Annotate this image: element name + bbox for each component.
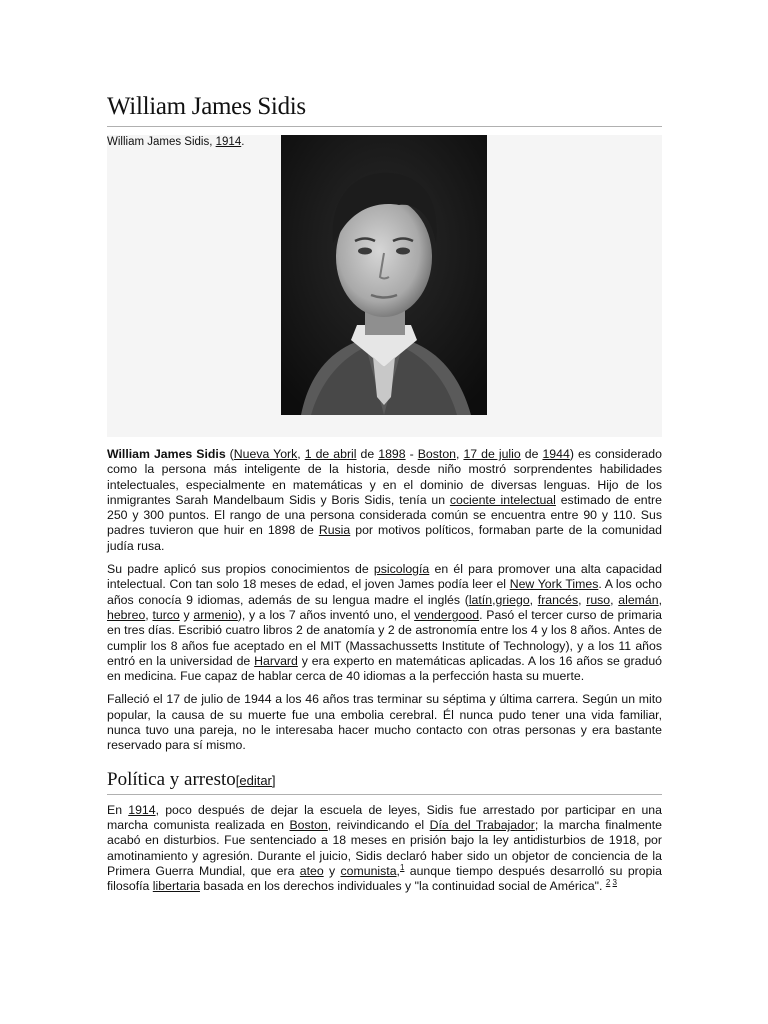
text-run: ) es considerado como la persona más inteligente de la historia, desde niño mostró sorprendentes habilidades intelectuales, especialmente en matemáticas y en el dominio de diversas lenguas. Hijo de los inmigrantes Sarah Mandelbaum Sidis y Boris Sidis, tenía un: [107, 447, 662, 507]
link-atheist[interactable]: ateo: [299, 863, 324, 878]
text-run: . Pasó el tercer curso de primaria en tres días. Escribió cuatro libros 2 de anatomía y 2 de astronomía entre los 4 y los 8 años. Antes de cumplir los 8 años fue aceptado en el MIT (Massachussetts Institute of Technology), y a los 11 años entró en la universidad de: [107, 607, 663, 668]
text-run: ,: [492, 592, 496, 607]
link-year-1914[interactable]: 1914: [128, 802, 156, 817]
link-death-place[interactable]: Boston: [417, 447, 457, 461]
caption-year-link[interactable]: 1914: [215, 136, 242, 148]
text-run: ), y a los 7 años inventó uno, el: [237, 607, 415, 622]
text-run: de: [520, 447, 543, 461]
text-run: ; la marcha finalmente acabó en disturbios. Fue sentenciado a 18 meses en prisión bajo la ley antidisturbios de 1918, por amotinamiento y agresión. Durante el juicio, Sidis declaró haber sido un objetor de conciencia de la Primera Guerra Mundial, que era: [107, 817, 663, 878]
reference-2[interactable]: 2: [605, 878, 611, 888]
text-run: Su padre aplicó sus propios conocimientos de: [107, 562, 374, 577]
text-run: y: [179, 607, 194, 622]
text-run: -: [405, 447, 418, 461]
portrait-figure: [107, 135, 662, 437]
link-psychology[interactable]: psicología: [373, 562, 430, 577]
link-armenian[interactable]: armenio: [193, 607, 238, 622]
page-title: William James Sidis: [107, 90, 662, 127]
link-russian[interactable]: ruso: [586, 592, 611, 607]
text-run: de: [356, 447, 379, 461]
link-vendergood[interactable]: vendergood: [414, 607, 480, 622]
text-run: ,: [145, 607, 153, 622]
link-russia[interactable]: Rusia: [318, 523, 351, 538]
politics-paragraph: [107, 803, 662, 895]
intro-paragraph: [107, 447, 662, 554]
link-libertarian[interactable]: libertaria: [152, 879, 200, 894]
text-run: basada en los derechos individuales y "la continuidad social de América".: [199, 879, 606, 894]
link-french[interactable]: francés: [537, 592, 579, 607]
death-paragraph: Falleció el 17 de julio de 1944 a los 46 años tras terminar su séptima y última carrera. Según un mito popular, la causa de su muerte fue una embolia cerebral. Él nunca pudo tener una vida familiar, nunca tuvo una pareja, no le interesaba hacer mucho contacto con otras personas y era bastante reservado para sí mismo.: [107, 692, 662, 753]
link-death-year[interactable]: 1944: [542, 447, 570, 461]
link-turkish[interactable]: turco: [152, 607, 180, 622]
text-run: ,: [456, 447, 464, 461]
text-run: , poco después de dejar la escuela de leyes, Sidis fue arrestado por participar en una marcha comunista realizada en: [107, 802, 662, 832]
link-death-day[interactable]: 17 de julio: [463, 447, 521, 461]
link-iq[interactable]: cociente intelectual: [449, 492, 556, 507]
link-labor-day[interactable]: Día del Trabajador: [429, 817, 535, 832]
text-run: . A los ocho años conocía 9 idiomas, además de su lengua madre el inglés (: [107, 577, 662, 607]
childhood-paragraph: [107, 562, 662, 684]
text-run: ,: [297, 447, 305, 461]
text-run: ,: [396, 863, 400, 878]
link-communist[interactable]: comunista: [340, 863, 397, 878]
subject-name: William James Sidis: [107, 447, 226, 461]
link-boston[interactable]: Boston: [289, 817, 328, 832]
text-run: ,: [610, 592, 619, 607]
text-run: ,: [529, 592, 538, 607]
caption-end: .: [241, 136, 245, 148]
link-birth-place[interactable]: Nueva York: [233, 447, 298, 461]
link-birth-year[interactable]: 1898: [378, 447, 406, 461]
link-german[interactable]: alemán: [618, 592, 659, 607]
text-run: ,: [658, 592, 663, 607]
text-run: , reivindicando el: [327, 817, 430, 832]
article-content: [107, 90, 662, 902]
text-run: (: [225, 447, 234, 461]
link-hebrew[interactable]: hebreo: [107, 607, 146, 622]
text-run: aunque tiempo después desarrolló su propia filosofía: [107, 863, 663, 894]
link-birth-day[interactable]: 1 de abril: [304, 447, 357, 461]
text-run: En: [107, 802, 129, 817]
edit-section-link[interactable]: [editar]: [235, 772, 276, 788]
section-heading-politics: [107, 768, 662, 795]
reference-1[interactable]: 1: [399, 862, 405, 872]
text-run: y: [323, 863, 341, 878]
section-heading-text: Política y arresto: [107, 768, 236, 790]
link-latin[interactable]: latín: [468, 592, 493, 607]
reference-3[interactable]: 3: [612, 878, 617, 888]
caption-text: William James Sidis,: [107, 136, 216, 148]
link-greek[interactable]: griego: [495, 592, 530, 607]
text-run: por motivos políticos, formaban parte de la comunidad judía rusa.: [107, 523, 662, 553]
text-run: ,: [578, 592, 587, 607]
text-run: y era experto en matemáticas aplicadas. A los 16 años se graduó en medicina. Fue capaz de hablar cerca de 40 idiomas a la perfección hasta su muerte.: [107, 653, 662, 684]
portrait-photo: [281, 135, 487, 415]
text-run: estimado de entre 250 y 300 puntos. El rango de una persona considerada común se encuentra entre 90 y 110. Sus padres tuvieron que huir en 1898 de: [107, 492, 662, 538]
text-run: en él para promover una alta capacidad intelectual. Con tan solo 18 meses de edad, el joven James podía leer el: [107, 562, 662, 592]
link-harvard[interactable]: Harvard: [254, 653, 298, 668]
link-nyt[interactable]: New York Times: [509, 577, 599, 592]
